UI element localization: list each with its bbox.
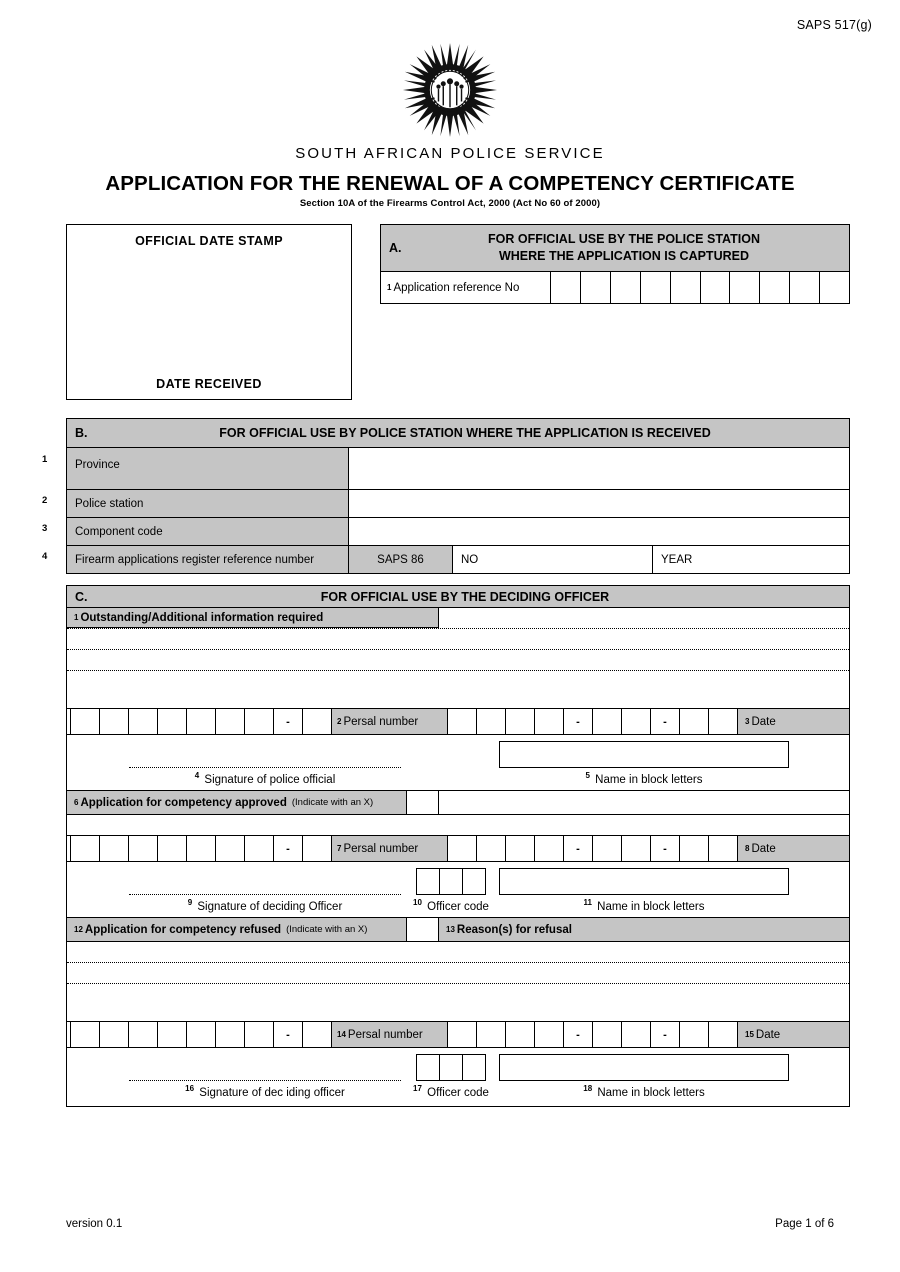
version-label: version 0.1: [66, 1218, 123, 1230]
signature-caption-2: [129, 898, 401, 913]
writing-line[interactable]: [67, 650, 849, 671]
ref-cell[interactable]: [551, 272, 581, 303]
approved-note-line[interactable]: [67, 815, 849, 835]
date-cell[interactable]: [593, 709, 622, 734]
section-a-title-line1: FOR OFFICIAL USE BY THE POLICE STATION: [487, 232, 760, 247]
reason-index: 13: [446, 925, 455, 934]
signature-caption-1: [129, 771, 401, 786]
persal-cell[interactable]: [245, 836, 274, 861]
date-cell[interactable]: [593, 836, 622, 861]
persal-date-strip-3: [67, 1021, 849, 1048]
writing-line[interactable]: [67, 942, 849, 963]
persal-cell[interactable]: [245, 709, 274, 734]
row-index: 4: [42, 551, 48, 562]
officer-code-input-2[interactable]: [416, 868, 486, 895]
date-label-1: [738, 709, 849, 734]
date-cell[interactable]: [680, 836, 709, 861]
officer-code-text: Officer code: [427, 1086, 489, 1099]
signature-caption-3: [129, 1084, 401, 1099]
register-reference-row: [42, 546, 850, 574]
ref-cell[interactable]: [820, 272, 849, 303]
officer-code-cell[interactable]: [463, 1055, 485, 1080]
date-cell[interactable]: [477, 836, 506, 861]
date-text: Date: [751, 842, 776, 855]
component-code-input[interactable]: [349, 518, 849, 545]
outstanding-info-input[interactable]: [439, 608, 849, 628]
persal-number-label-1: [332, 709, 448, 734]
row-index: 2: [42, 495, 48, 506]
signature-line-1[interactable]: [129, 767, 401, 768]
officer-code-caption-2: [403, 898, 499, 913]
refused-row: [67, 918, 849, 942]
component-code-row: [42, 518, 850, 546]
name-block-letters-input-1[interactable]: [499, 741, 789, 768]
signature-block-2: [67, 862, 849, 918]
date-cell[interactable]: [506, 1022, 535, 1047]
refused-checkbox[interactable]: [407, 918, 439, 941]
date-cell[interactable]: [680, 709, 709, 734]
date-cell[interactable]: [448, 1022, 477, 1047]
writing-line[interactable]: [67, 984, 849, 1005]
date-text: Date: [751, 715, 776, 728]
row-index: 3: [42, 523, 48, 534]
application-reference-row: [380, 272, 850, 304]
province-row: [42, 448, 850, 490]
page-title: APPLICATION FOR THE RENEWAL OF A COMPETENCY CERTIFICATE: [105, 172, 795, 195]
writing-line[interactable]: [67, 963, 849, 984]
persal-cell[interactable]: [100, 709, 129, 734]
persal-number-label-3: [332, 1022, 448, 1047]
spacer: [67, 692, 849, 708]
outstanding-info-text: Outstanding/Additional information required: [80, 611, 324, 624]
persal-number-text: Persal number: [343, 715, 419, 728]
refused-index: 12: [74, 925, 83, 934]
name-text: Name in block letters: [597, 900, 705, 913]
name-caption-3: [499, 1084, 789, 1099]
persal-dash: -: [274, 709, 303, 734]
police-station-row: [42, 490, 850, 518]
persal-number-label-2: [332, 836, 448, 861]
row-index: 1: [42, 454, 48, 465]
officer-code-cell[interactable]: [440, 869, 463, 894]
date-cell[interactable]: [680, 1022, 709, 1047]
officer-code-cell[interactable]: [417, 1055, 440, 1080]
police-station-label: Police station: [67, 490, 349, 517]
ref-cell[interactable]: [641, 272, 671, 303]
persal-date-strip-2: [67, 835, 849, 862]
province-input[interactable]: [349, 448, 849, 489]
name-index: 5: [585, 771, 590, 780]
persal-number-text: Persal number: [347, 1028, 423, 1041]
ref-cell[interactable]: [671, 272, 701, 303]
saps-star-badge-icon: [0, 42, 900, 138]
name-caption-1: [499, 771, 789, 786]
date-index: 3: [745, 717, 750, 726]
signature-block-3: [67, 1048, 849, 1106]
persal-cell[interactable]: [216, 709, 245, 734]
ref-cell[interactable]: [701, 272, 731, 303]
date-dash: -: [564, 709, 593, 734]
ref-cell[interactable]: [730, 272, 760, 303]
official-date-stamp-label: OFFICIAL DATE STAMP: [135, 234, 283, 248]
persal-number-text: Persal number: [343, 842, 419, 855]
section-b-title: FOR OFFICIAL USE BY POLICE STATION WHERE THE APPLICATION IS RECEIVED: [219, 426, 711, 440]
section-a-letter: A.: [389, 241, 402, 255]
ref-cell[interactable]: [611, 272, 641, 303]
date-cell[interactable]: [593, 1022, 622, 1047]
section-c: [66, 585, 850, 1107]
page-subtitle: Section 10A of the Firearms Control Act, 2000 (Act No 60 of 2000): [299, 198, 601, 209]
persal-dash: -: [274, 1022, 303, 1047]
persal-cell[interactable]: [100, 1022, 129, 1047]
persal-cell[interactable]: [158, 709, 187, 734]
persal-cell[interactable]: [158, 836, 187, 861]
official-date-stamp-box[interactable]: [66, 224, 352, 400]
persal-dash: -: [274, 836, 303, 861]
section-b: [42, 418, 850, 574]
spacer: [67, 1005, 849, 1021]
date-text: Date: [755, 1028, 781, 1041]
date-index: 8: [745, 844, 750, 853]
approved-hint: (Indicate with an X): [291, 797, 374, 808]
persal-cell[interactable]: [187, 1022, 216, 1047]
approved-checkbox[interactable]: [407, 791, 439, 814]
persal-cell[interactable]: [71, 1022, 100, 1047]
reason-text: Reason(s) for refusal: [456, 923, 572, 936]
section-a: [380, 224, 850, 304]
outstanding-info-row: [67, 608, 849, 629]
persal-cell[interactable]: [303, 709, 332, 734]
persal-cell[interactable]: [129, 709, 158, 734]
date-cell[interactable]: [622, 836, 651, 861]
date-cell[interactable]: [709, 1022, 738, 1047]
officer-code-index: 17: [413, 1084, 422, 1093]
persal-number-index: 14: [337, 1030, 346, 1039]
persal-number-index: 7: [337, 844, 342, 853]
writing-line[interactable]: [67, 629, 849, 650]
register-year-field[interactable]: YEAR: [653, 546, 849, 573]
page-number-label: Page 1 of 6: [775, 1218, 834, 1230]
persal-cell[interactable]: [100, 836, 129, 861]
persal-cell[interactable]: [303, 836, 332, 861]
persal-cell[interactable]: [129, 1022, 158, 1047]
date-dash: -: [651, 709, 680, 734]
date-received-label: DATE RECEIVED: [156, 377, 262, 391]
ref-cell[interactable]: [581, 272, 611, 303]
date-cell[interactable]: [622, 709, 651, 734]
officer-code-cell[interactable]: [417, 869, 440, 894]
reason-for-refusal-label: [439, 918, 849, 941]
persal-cell[interactable]: [71, 709, 100, 734]
signature-text: Signature of police official: [204, 773, 336, 786]
persal-cell[interactable]: [187, 709, 216, 734]
signature-index: 16: [185, 1084, 195, 1093]
name-caption-2: [499, 898, 789, 913]
section-a-header: [380, 224, 850, 272]
section-a-title: [381, 231, 849, 265]
refused-hint: (Indicate with an X): [286, 924, 368, 935]
date-dash: -: [564, 1022, 593, 1047]
register-reference-label: Firearm applications register reference number: [67, 546, 349, 573]
persal-cell[interactable]: [216, 836, 245, 861]
application-reference-number: 1: [387, 283, 392, 292]
section-b-letter: B.: [75, 426, 88, 440]
persal-date-strip-1: [67, 708, 849, 735]
outstanding-info-number: 1: [74, 613, 79, 622]
date-dash: -: [651, 836, 680, 861]
signature-index: 9: [187, 898, 193, 907]
writing-line[interactable]: [67, 671, 849, 692]
province-label: Province: [67, 448, 349, 489]
date-label-2: [738, 836, 849, 861]
date-cell[interactable]: [477, 709, 506, 734]
register-no-field[interactable]: NO: [453, 546, 653, 573]
date-cell[interactable]: [477, 1022, 506, 1047]
section-a-title-line2: WHERE THE APPLICATION IS CAPTURED: [498, 249, 749, 263]
officer-code-text: Officer code: [427, 900, 489, 913]
section-c-header: [67, 586, 849, 608]
persal-cell[interactable]: [129, 836, 158, 861]
application-reference-label: [381, 272, 551, 303]
refused-text: Application for competency refused: [84, 923, 282, 936]
name-text: Name in block letters: [595, 773, 703, 786]
organisation-name: SOUTH AFRICAN POLICE SERVICE: [295, 145, 605, 162]
date-cell[interactable]: [448, 836, 477, 861]
section-c-letter: C.: [75, 589, 88, 604]
signature-index: 4: [194, 771, 200, 780]
ref-cell[interactable]: [760, 272, 790, 303]
officer-code-cell[interactable]: [463, 869, 485, 894]
application-reference-text: Application reference No: [393, 281, 520, 294]
name-text: Name in block letters: [597, 1086, 705, 1099]
date-cell[interactable]: [535, 1022, 564, 1047]
name-block-letters-input-2[interactable]: [499, 868, 789, 895]
date-cell[interactable]: [709, 709, 738, 734]
outstanding-info-label: [67, 608, 439, 628]
component-code-label: Component code: [67, 518, 349, 545]
name-index: 18: [583, 1084, 593, 1093]
signature-block-1: [67, 735, 849, 791]
date-cell[interactable]: [535, 709, 564, 734]
persal-cell[interactable]: [158, 1022, 187, 1047]
name-index: 11: [583, 898, 592, 907]
date-cell[interactable]: [709, 836, 738, 861]
police-station-input[interactable]: [349, 490, 849, 517]
persal-cell[interactable]: [245, 1022, 274, 1047]
date-cell[interactable]: [535, 836, 564, 861]
signature-line-3[interactable]: [129, 1080, 401, 1081]
persal-cell[interactable]: [71, 836, 100, 861]
date-dash: -: [651, 1022, 680, 1047]
date-index: 15: [745, 1030, 754, 1039]
ref-cell[interactable]: [790, 272, 820, 303]
saps86-label: SAPS 86: [349, 546, 453, 573]
signature-text: Signature of dec iding officer: [199, 1086, 345, 1099]
application-reference-input[interactable]: [551, 272, 849, 303]
persal-number-index: 2: [337, 717, 342, 726]
section-b-header: [66, 418, 850, 448]
date-label-3: [738, 1022, 849, 1047]
name-block-letters-input-3[interactable]: [499, 1054, 789, 1081]
approved-label: [67, 791, 407, 814]
persal-cell[interactable]: [303, 1022, 332, 1047]
approved-tail: [439, 791, 849, 814]
persal-cell[interactable]: [187, 836, 216, 861]
signature-line-2[interactable]: [129, 894, 401, 895]
approved-row: [67, 791, 849, 815]
date-cell[interactable]: [622, 1022, 651, 1047]
officer-code-input-3[interactable]: [416, 1054, 486, 1081]
persal-cell[interactable]: [216, 1022, 245, 1047]
approved-index: 6: [74, 798, 79, 807]
refused-label: [67, 918, 407, 941]
section-c-title: FOR OFFICIAL USE BY THE DECIDING OFFICER: [320, 589, 610, 604]
signature-text: Signature of deciding Officer: [197, 900, 343, 913]
form-code: SAPS 517(g): [796, 18, 872, 32]
approved-text: Application for competency approved: [80, 796, 287, 809]
officer-code-index: 10: [413, 898, 422, 907]
date-dash: -: [564, 836, 593, 861]
date-cell[interactable]: [506, 836, 535, 861]
officer-code-caption-3: [403, 1084, 499, 1099]
officer-code-cell[interactable]: [440, 1055, 463, 1080]
date-cell[interactable]: [448, 709, 477, 734]
date-cell[interactable]: [506, 709, 535, 734]
